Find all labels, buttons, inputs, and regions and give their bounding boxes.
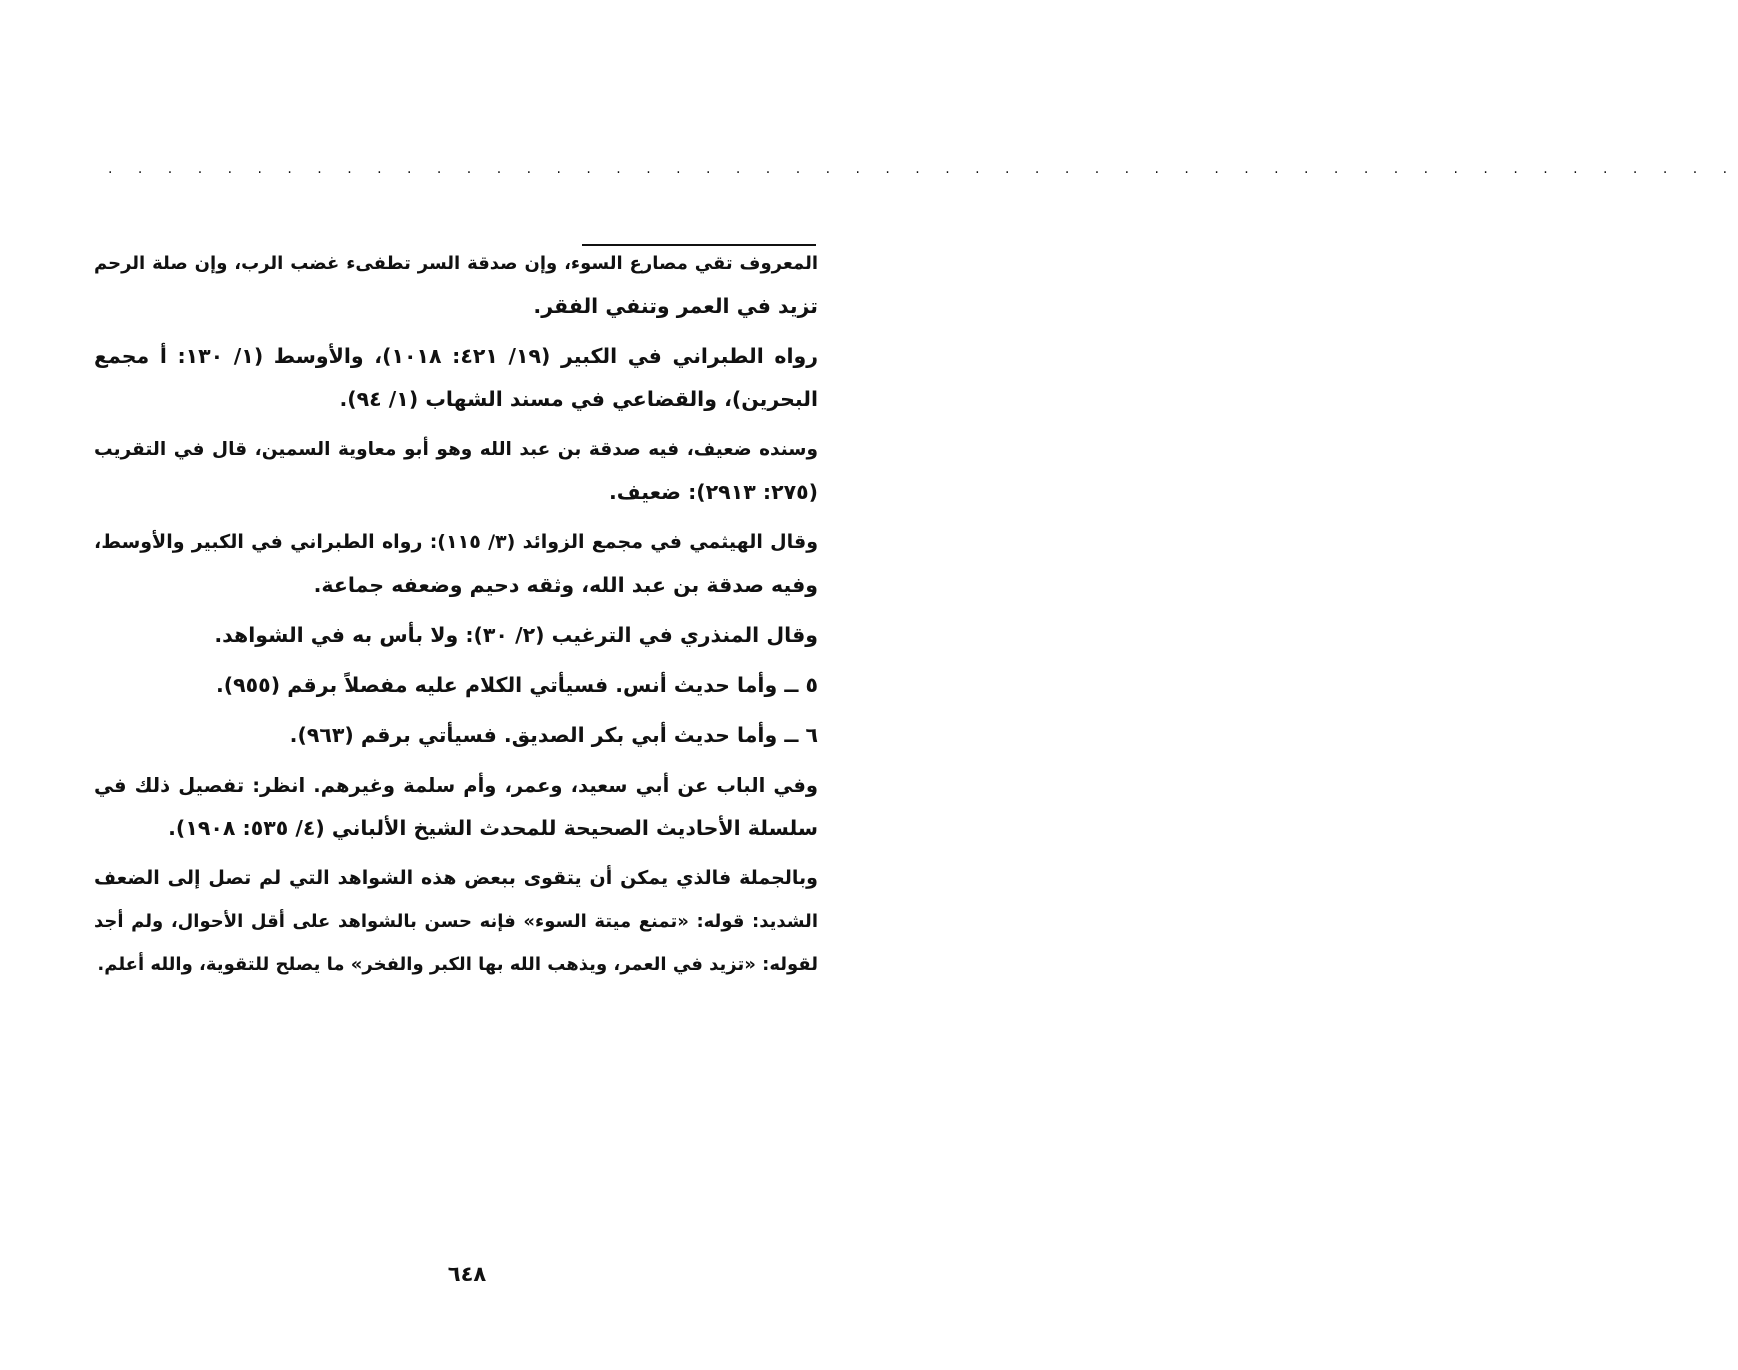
text-line: وقال الهيثمي في مجمع الزوائد (٣/ ١١٥): رواه الطبراني في الكبير والأوسط، (94, 531, 819, 553)
text-line: وفيه صدقة بن عبد الله، وثقه دحيم وضعفه جماعة. (313, 573, 818, 597)
page-number: ٦٤٨ (447, 1262, 487, 1286)
text-line: ٦ ــ وأما حديث أبي بكر الصديق. فسيأتي برقم (٩٦٣). (289, 723, 818, 747)
footnote-text (94, 242, 818, 986)
text-line: لقوله: «تزيد في العمر، ويذهب الله بها الكبر والفخر» ما يصلح للتقوية، والله أعلم. (97, 954, 818, 975)
text-line: وفي الباب عن أبي سعيد، وعمر، وأم سلمة وغيرهم. انظر: تفصيل ذلك في (94, 774, 818, 797)
text-line: (٢٧٥: ٢٩١٣): ضعيف. (609, 480, 818, 504)
text-line: سلسلة الأحاديث الصحيحة للمحدث الشيخ الألباني (٤/ ٥٣٥: ١٩٠٨). (168, 816, 818, 840)
text-line: المعروف تقي مصارع السوء، وإن صدقة السر تطفىء غضب الرب، وإن صلة الرحم (94, 253, 818, 274)
text-line: وقال المنذري في الترغيب (٢/ ٣٠): ولا بأس به في الشواهد. (214, 623, 818, 647)
dotted-separator: . . . . . . . . . . . . . . . . . . . . . . . . . . . . . . . . . . . . . . . . . . . . . . . . . . . . . . . (108, 161, 1738, 177)
text-line: البحرين)، والقضاعي في مسند الشهاب (١/ ٩٤). (339, 387, 818, 411)
text-line: ٥ ــ وأما حديث أنس. فسيأتي الكلام عليه مفصلاً برقم (٩٥٥). (215, 673, 818, 697)
text-line: وسنده ضعيف، فيه صدقة بن عبد الله وهو أبو معاوية السمين، قال في التقريب (94, 439, 818, 460)
text-line: وبالجملة فالذي يمكن أن يتقوى ببعض هذه الشواهد التي لم تصل إلى الضعف (94, 867, 818, 889)
text-line: رواه الطبراني في الكبير (١٩/ ٤٢١: ١٠١٨)، والأوسط (١/ ١٣٠: أ مجمع (94, 344, 819, 368)
text-line: تزيد في العمر وتنفي الفقر. (533, 294, 818, 318)
text-line: الشديد: قوله: «تمنع ميتة السوء» فإنه حسن بالشواهد على أقل الأحوال، ولم أجد (94, 911, 818, 932)
